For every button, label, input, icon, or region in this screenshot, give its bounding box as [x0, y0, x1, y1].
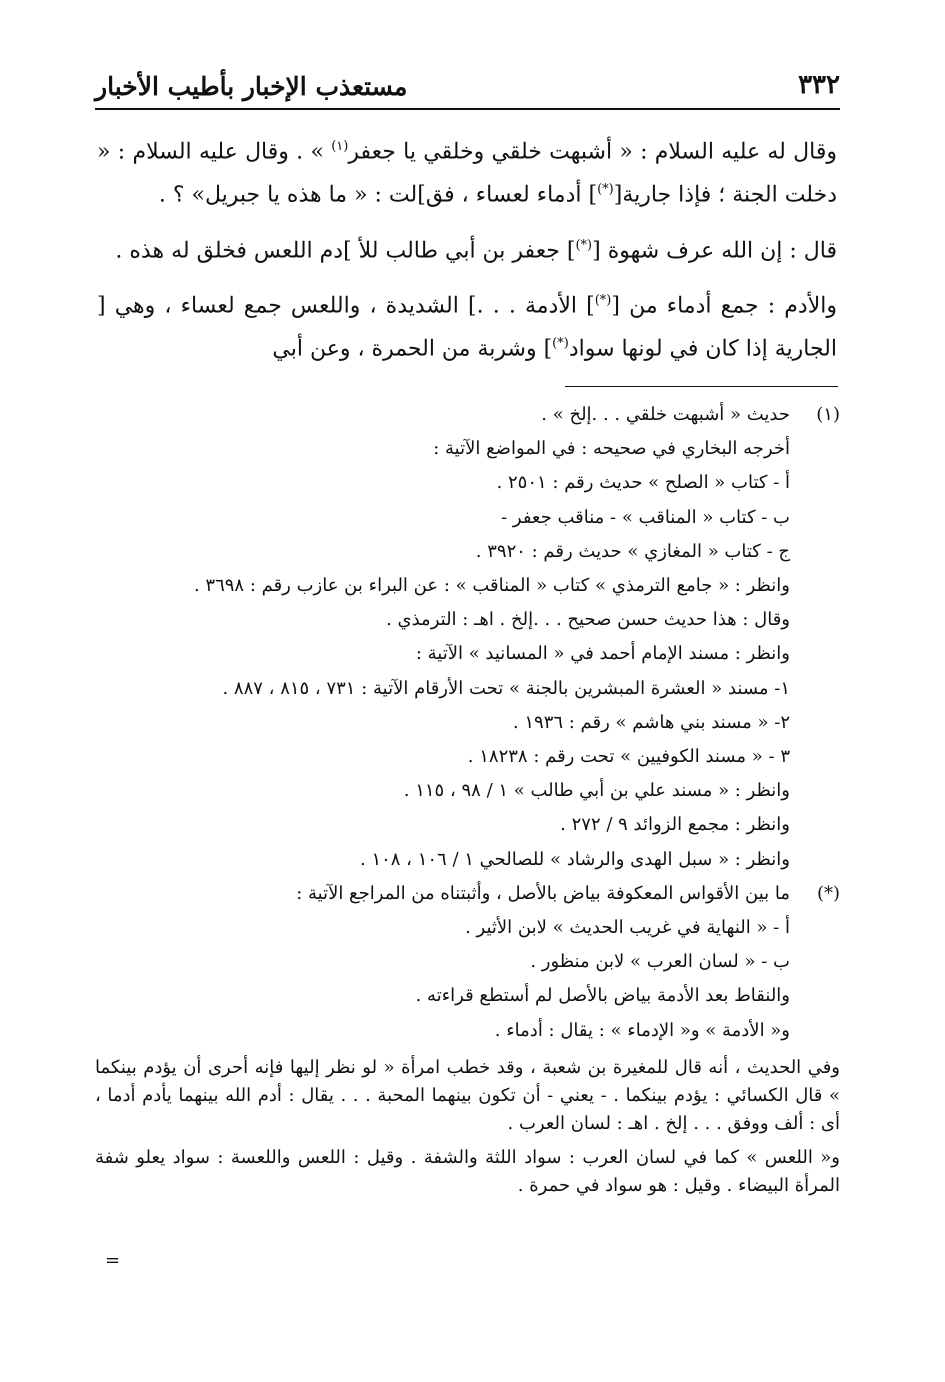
footnote-ref-1: (١) — [331, 139, 349, 154]
page-number: ٣٣٢ — [798, 70, 840, 100]
main-line-text: ] أدماء لعساء ، فق]لت : « ما هذه يا جبريل» ؟ . — [158, 182, 598, 208]
footnotes — [95, 398, 840, 1200]
main-line-text: وهي [ الجارية إذا كان في لونها سواد — [97, 293, 837, 362]
footnote-ref-star: (*) — [594, 292, 612, 308]
main-line-text: والأدم : جمع أدماء من [ — [611, 293, 838, 319]
footnote-line: ج - كتاب « المغازي » حديث رقم : ٣٩٢٠ . — [475, 540, 790, 562]
header-rule — [95, 108, 840, 110]
footnote-1 — [95, 398, 840, 877]
footnote-mark-1: (١) — [816, 404, 840, 425]
footnote-line: ٣ - « مسند الكوفيين » تحت رقم : ١٨٢٣٨ . — [467, 746, 790, 768]
main-paragraph-3 — [97, 282, 837, 369]
footnote-mark-star: (*) — [816, 882, 840, 904]
footnote-ref-star: (*) — [575, 237, 593, 253]
main-paragraph-2 — [97, 227, 837, 270]
main-line-text: « دخلت الجنة ؛ فإذا جارية[ — [97, 139, 837, 208]
footnote-line: ما بين الأقواس المعكوفة بياض بالأصل ، وأثبتناه من المراجع الآتية : — [296, 882, 790, 904]
main-paragraph-1 — [97, 128, 837, 215]
footnote-paragraph: و« اللعس » كما في لسان العرب : سواد اللثة والشفة . وقيل : اللعس واللعسة : سواد يعلو شفة المرأة البيضاء . وقيل : هو سواد في حمرة . — [95, 1146, 840, 1196]
main-text — [97, 128, 837, 369]
footnote-line: ٢- « مسند بني هاشم » رقم : ١٩٣٦ . — [512, 711, 790, 733]
footnote-line: وانظر : مسند الإمام أحمد في « المسانيد » الآتية : — [415, 643, 790, 665]
footnote-line: وانظر : « سبل الهدى والرشاد » للصالحي ١ / ١٠٦ ، ١٠٨ . — [359, 848, 790, 870]
running-title: مستعذب الإخبار بأطيب الأخبار — [95, 72, 408, 101]
footnote-line: والنقاط بعد الأدمة بياض بالأصل لم أستطع قراءته . — [415, 985, 790, 1007]
footnote-star — [95, 877, 840, 1048]
footnote-line: أخرجه البخاري في صحيحه : في المواضع الآتية : — [433, 438, 790, 460]
footnote-line: ١- مسند « العشرة المبشرين بالجنة » تحت الأرقام الآتية : ٧٣١ ، ٨١٥ ، ٨٨٧ . — [222, 677, 790, 699]
footnote-line: ب - كتاب « المناقب » - مناقب جعفر - — [501, 506, 790, 528]
footnote-line: وقال : هذا حديث حسن صحيح . . .إلخ . اهـ : الترمذي . — [386, 609, 790, 631]
footnote-line: حديث « أشبهت خلقي . . .إلخ » . — [541, 404, 790, 425]
footnote-ref-star: (*) — [597, 182, 614, 198]
main-line-text: » . وقال عليه السلام : — [117, 139, 324, 165]
main-line-text: ] جعفر بن أبي طالب للأ ]دم اللعس فخلق له هذه . — [115, 237, 576, 263]
main-line-text: ] وشربة من الحمرة ، وعن أبي — [272, 336, 553, 362]
footnote-line: وانظر : « مسند علي بن أبي طالب » ١ / ٩٨ ، ١١٥ . — [403, 780, 790, 802]
footnote-rule — [565, 386, 838, 387]
page-header — [95, 68, 840, 108]
footnote-ref-star: (*) — [552, 336, 569, 352]
main-line-text: وقال له عليه السلام : « أشبهت خلقي وخلقي يا جعفر — [348, 139, 838, 165]
continuation-mark: = — [105, 1250, 121, 1271]
footnote-line: و« الأدمة » و« الإدماء » : يقال : أدماء . — [494, 1019, 790, 1041]
main-line-text: ] الأدمة . . .] الشديدة ، واللعس جمع لعساء ، — [164, 293, 595, 319]
footnote-line: أ - « النهاية في غريب الحديث » لابن الأثير . — [465, 917, 790, 939]
footnote-paragraph: وفي الحديث ، أنه قال للمغيرة بن شعبة ، وقد خطب امرأة « لو نظر إليها فإنه أحرى أن يؤدم بينكما » قال الكسائي : يؤدم بينكما . - يعني - أن تكون بينهما المحبة . . . يقال : أدم الله بينهما يأدم أدما ، أى : ألف ووفق . . . إلخ . اهـ : لسان العرب . — [95, 1056, 840, 1134]
footnote-line: أ - كتاب « الصلح » حديث رقم : ٢٥٠١ . — [496, 472, 790, 494]
footnote-line: ب - « لسان العرب » لابن منظور . — [530, 951, 790, 973]
footnote-line: وانظر : مجمع الزوائد ٩ / ٢٧٢ . — [560, 814, 790, 836]
main-line-text: قال : إن الله عرف شهوة [ — [592, 237, 837, 263]
footnote-line: وانظر : « جامع الترمذي » كتاب « المناقب » : عن البراء بن عازب رقم : ٣٦٩٨ . — [193, 575, 790, 597]
